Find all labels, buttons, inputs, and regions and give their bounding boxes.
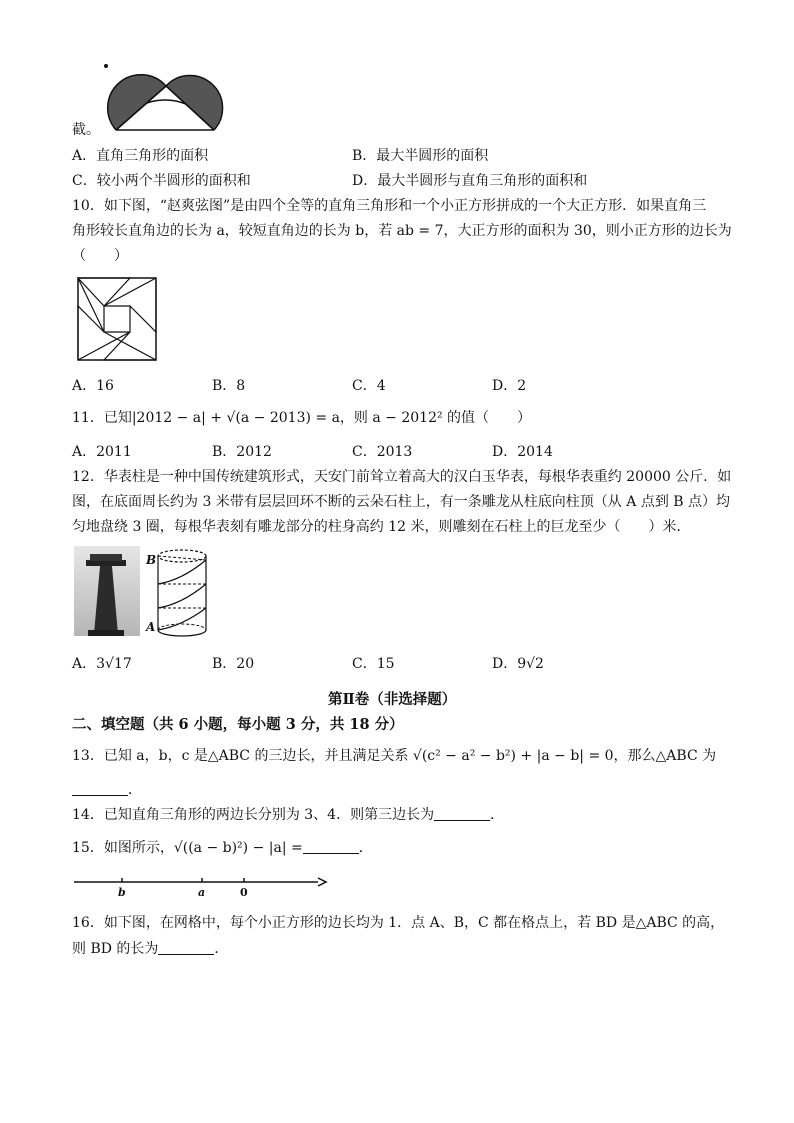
cylinder-label-a: A bbox=[146, 620, 156, 634]
q11-option-b: B．2012 bbox=[212, 444, 272, 460]
q10-option-d: D．2 bbox=[492, 378, 527, 394]
q10-line2: 角形较长直角边的长为 a，较短直角边的长为 b，若 ab = 7，大正方形的面积为 30，则小正方形的边长为 bbox=[72, 223, 732, 239]
zhao-shuang-figure bbox=[76, 276, 158, 362]
huabiao-photo bbox=[74, 546, 140, 636]
q12-option-a: A．3√17 bbox=[72, 656, 132, 672]
section-fill-blank: 二、填空题（共 6 小题，每小题 3 分，共 18 分） bbox=[72, 716, 404, 733]
q12-line1: 12．华表柱是一种中国传统建筑形式，天安门前耸立着高大的汉白玉华表，每根华表重约 20000 公斤．如 bbox=[72, 469, 732, 485]
q12-line2: 图，在底面周长约为 3 米带有层层回环不断的云朵石柱上，有一条雕龙从柱底向柱顶（从 A 点到 B 点）均 bbox=[72, 494, 731, 510]
q11-option-a: A．2011 bbox=[72, 444, 132, 460]
number-line-label-a: a bbox=[198, 886, 206, 899]
q11-option-d: D．2014 bbox=[492, 444, 553, 460]
fig9-tail: 截。 bbox=[72, 122, 100, 138]
q12-option-c: C．15 bbox=[352, 656, 395, 672]
semicircle-figure bbox=[96, 58, 226, 134]
q10-line1: 10．如下图，“赵爽弦图”是由四个全等的直角三角形和一个小正方形拼成的一个大正方形．如果直角三 bbox=[72, 198, 707, 214]
q13-blank[interactable] bbox=[72, 781, 128, 796]
q12-line3: 匀地盘绕 3 圈，每根华表刻有雕龙部分的柱身高约 12 米，则雕刻在石柱上的巨龙至少（ ）米． bbox=[72, 519, 691, 535]
q9-option-a: A．直角三角形的面积 bbox=[72, 148, 209, 164]
number-line-label-b: b bbox=[118, 886, 126, 899]
q9-option-b: B．最大半圆形的面积 bbox=[352, 148, 489, 164]
cylinder-label-b: B bbox=[146, 553, 157, 567]
cylinder-spiral-figure bbox=[154, 546, 210, 638]
q12-option-d: D．9√2 bbox=[492, 656, 544, 672]
q9-option-d: D．最大半圆形与直角三角形的面积和 bbox=[352, 173, 588, 189]
q16-line2: 则 BD 的长为 ． bbox=[72, 941, 229, 957]
q10-line3: （ ） bbox=[72, 248, 128, 264]
q11-option-c: C．2013 bbox=[352, 444, 413, 460]
part2-title: 第Ⅱ卷（非选择题） bbox=[328, 691, 457, 708]
q10-option-a: A．16 bbox=[72, 378, 114, 394]
q14-line: 14．已知直角三角形的两边长分别为 3、4．则第三边长为 ． bbox=[72, 807, 505, 823]
q16-blank[interactable] bbox=[158, 940, 214, 955]
q13-line2: ． bbox=[72, 780, 142, 800]
q10-option-b: B．8 bbox=[212, 378, 246, 394]
q9-option-c: C．较小两个半圆形的面积和 bbox=[72, 173, 251, 189]
q16-line1: 16．如下图，在网格中，每个小正方形的边长均为 1．点 A、B，C 都在格点上，若 BD 是△ABC 的高， bbox=[72, 915, 725, 931]
q10-option-c: C．4 bbox=[352, 378, 386, 394]
q11-stem: 11．已知|2012 − a| + √(a − 2013) = a，则 a − 2012² 的值（ ） bbox=[72, 410, 532, 426]
q14-blank[interactable] bbox=[434, 806, 490, 821]
q13-line1: 13．已知 a，b，c 是△ABC 的三边长，并且满足关系 √(c² − a² − b²) + |a − b| = 0，那么△ABC 为 bbox=[72, 748, 717, 764]
number-line-label-0: 0 bbox=[240, 886, 248, 899]
q15-blank[interactable] bbox=[303, 839, 359, 854]
q12-option-b: B．20 bbox=[212, 656, 255, 672]
q15-line: 15．如图所示，√((a − b)²) − |a| = ． bbox=[72, 840, 373, 856]
